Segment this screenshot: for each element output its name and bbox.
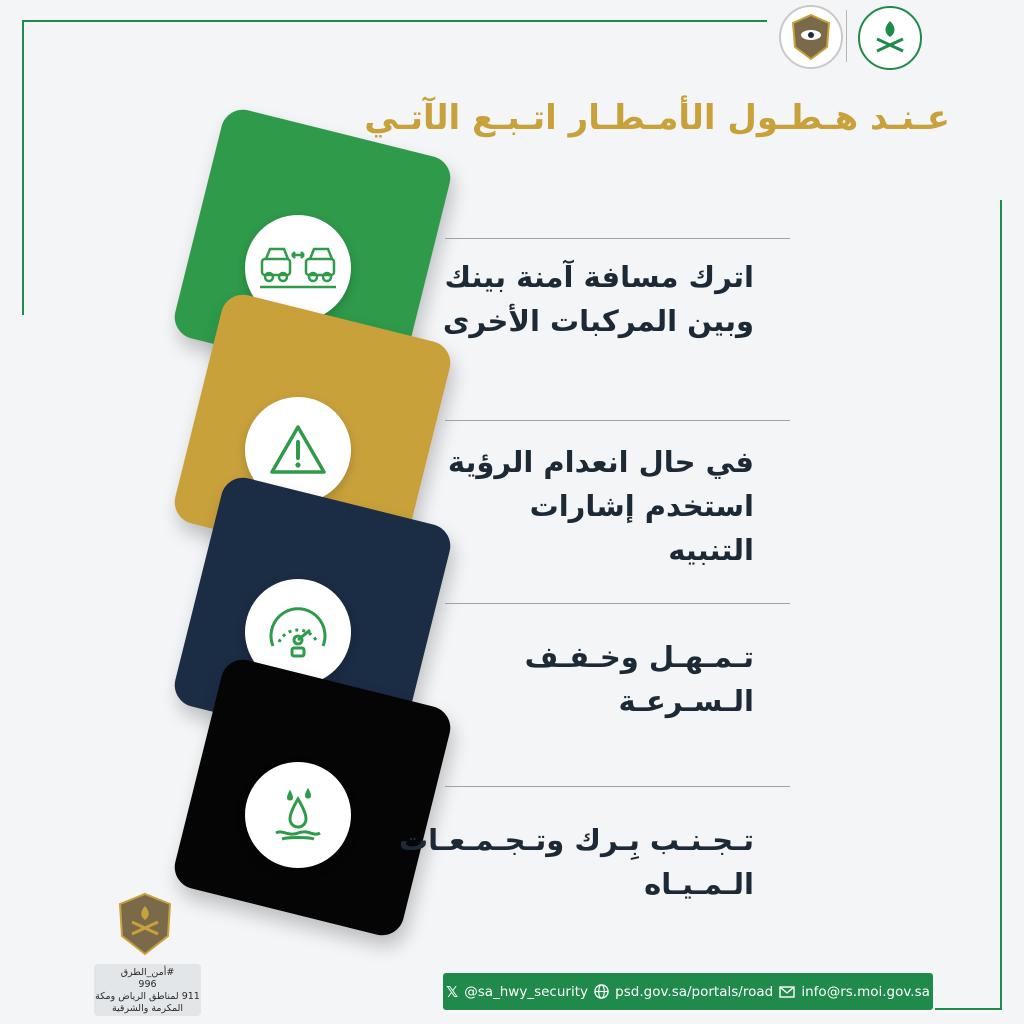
mail-icon [779,986,795,998]
frame-bottom-line [935,1008,1000,1010]
step-4-icon-circle [245,762,351,868]
step-3-text [434,635,754,723]
frame-top-line [22,20,767,22]
security-badge-logo [779,5,843,69]
badge-number: 996 [138,979,157,990]
step-4-divider [445,786,790,787]
step-3-line1: تـمـهـل وخـفـف الـسـرعـة [524,640,754,718]
step-1-text [434,255,754,343]
website-url: psd.gov.sa/portals/road [615,983,774,1000]
step-1-divider [445,238,790,239]
hotline-badge [94,964,201,1016]
badge-hashtag: #أمن_الطرق [120,967,175,978]
badge-line3: 911 لمناطق الرياض ومكة [95,991,200,1002]
step-3-divider [445,603,790,604]
ministry-emblem-logo [858,6,922,70]
frame-left-line [22,20,24,315]
speedometer-icon [265,602,331,662]
frame-right-line [1000,200,1002,1010]
step-2-divider [445,420,790,421]
cars-distance-icon [258,243,338,293]
step-2-line2: استخدم إشارات التنبيه [529,489,754,567]
warning-icon [267,422,329,478]
email-address: info@rs.moi.gov.sa [801,983,930,1000]
step-4-text [354,818,754,906]
step-4-line1: تـجـنـب بِـرك وتـجـمـعـات الـمـيـاه [399,823,754,901]
badge-line4: المكرمة والشرقية [111,1003,184,1014]
page-title: عـنـد هـطـول الأمـطـار اتـبـع الآتـي [364,98,950,138]
twitter-contact[interactable] [446,983,588,1001]
highway-security-logo [112,890,178,958]
logo-divider [846,10,847,62]
step-2-text [434,440,754,572]
x-icon: 𝕏 [446,982,459,1001]
email-contact[interactable] [779,984,930,1000]
website-contact[interactable] [594,984,773,1000]
globe-icon [594,984,609,999]
contact-footer [443,973,933,1010]
step-1-line1: اترك مسافة آمنة بينك [444,260,754,294]
step-1-line2: وبين المركبات الأخرى [442,304,754,338]
twitter-handle: @sa_hwy_security [464,983,588,1000]
water-drop-icon [268,785,328,845]
step-2-line1: في حال انعدام الرؤية [447,445,754,479]
